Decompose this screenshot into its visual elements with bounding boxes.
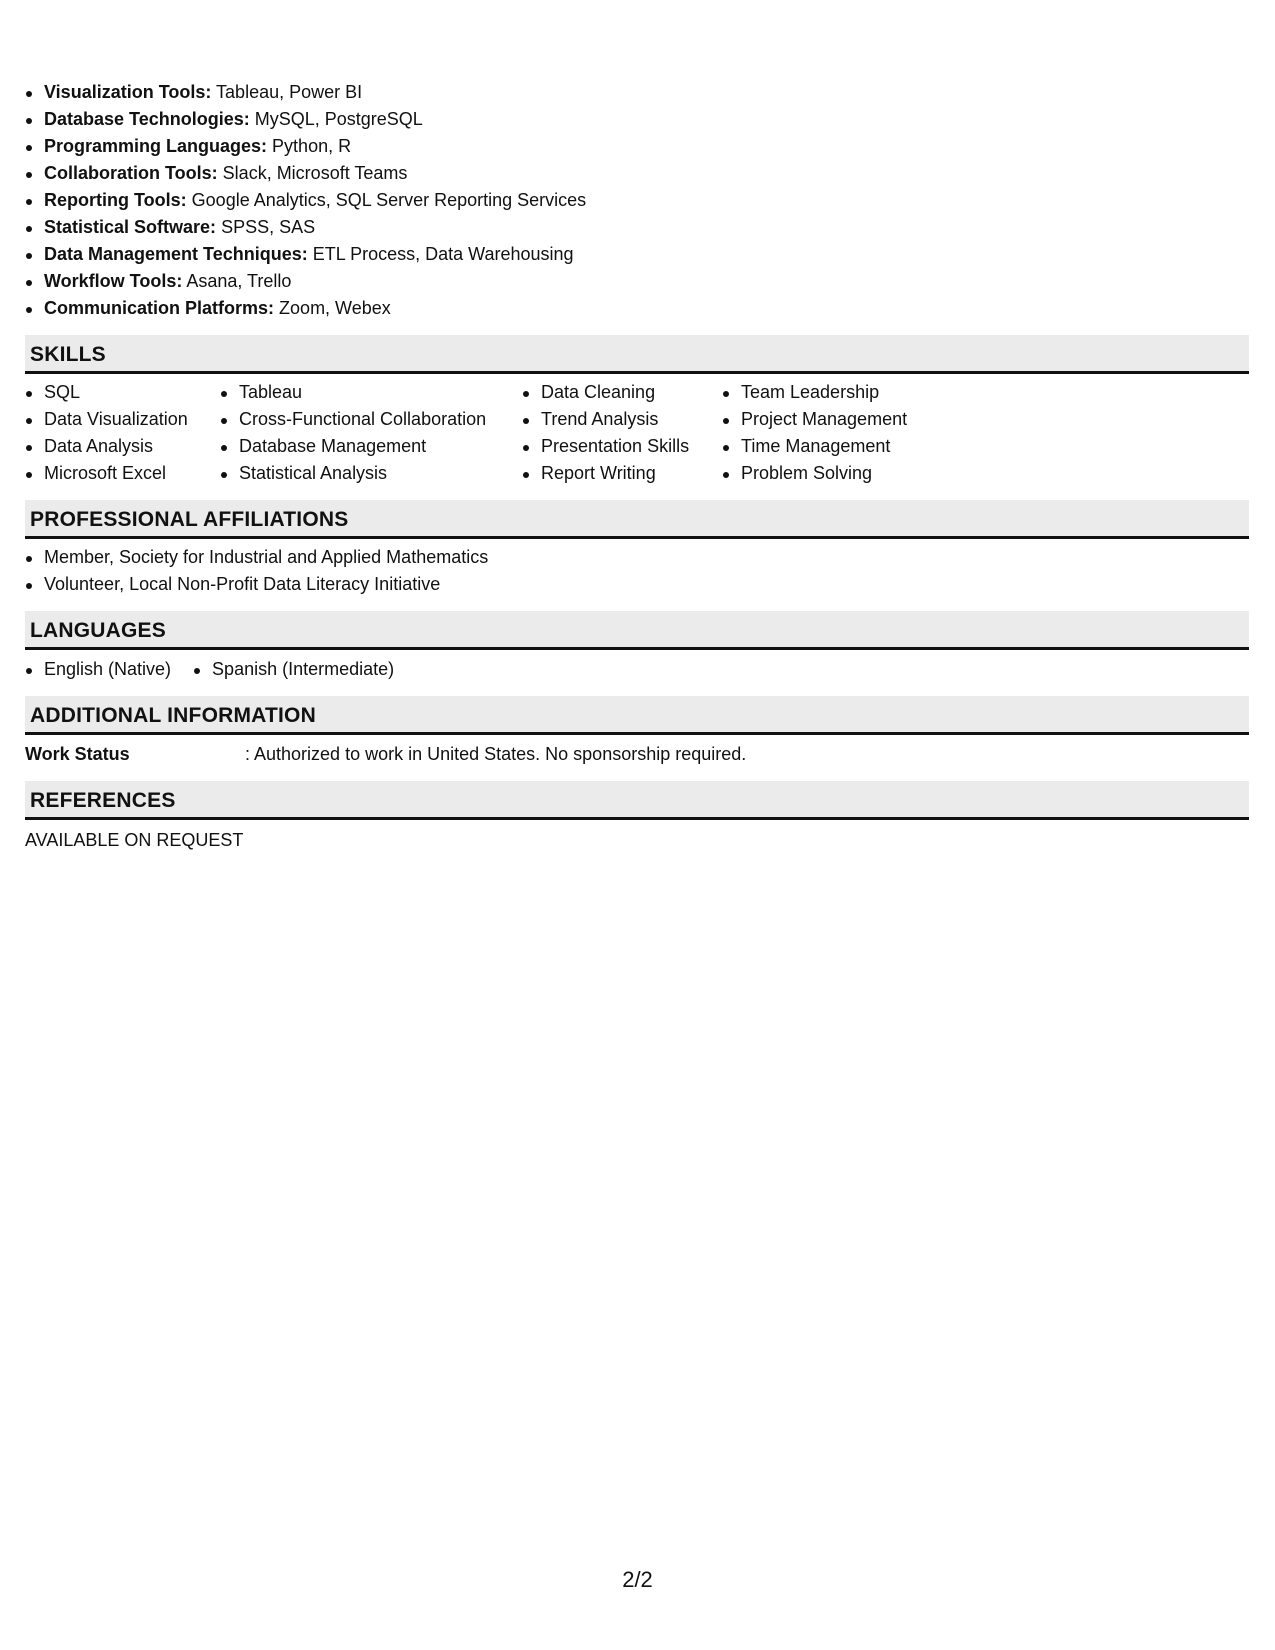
tools-item-label: Reporting Tools: [44, 190, 187, 210]
affiliations-list [25, 544, 1249, 598]
skill-item: Microsoft Excel [25, 460, 220, 487]
languages-heading: LANGUAGES [30, 618, 166, 642]
skill-item: Database Management [220, 433, 522, 460]
affiliation-item: Member, Society for Industrial and Applied Mathematics [25, 544, 1249, 571]
work-status-value: : Authorized to work in United States. No sponsorship required. [245, 744, 747, 764]
affiliations-heading: PROFESSIONAL AFFILIATIONS [30, 507, 349, 531]
tools-list [25, 79, 1249, 322]
tools-item [25, 79, 1249, 106]
tools-item [25, 160, 1249, 187]
additional-info-heading: ADDITIONAL INFORMATION [30, 703, 316, 727]
tools-item-label: Database Technologies: [44, 109, 250, 129]
tools-item-value: Asana, Trello [186, 271, 292, 291]
tools-item-value: Python, R [272, 136, 352, 156]
skills-column [25, 379, 220, 487]
tools-item [25, 214, 1249, 241]
affiliations-section-header [25, 500, 1249, 539]
skill-item: Data Analysis [25, 433, 220, 460]
skill-item: Statistical Analysis [220, 460, 522, 487]
skill-item: Cross-Functional Collaboration [220, 406, 522, 433]
tools-item-label: Collaboration Tools: [44, 163, 218, 183]
skill-item: Trend Analysis [522, 406, 722, 433]
skill-item: Data Cleaning [522, 379, 722, 406]
tools-item-value: Slack, Microsoft Teams [222, 163, 408, 183]
skills-column [522, 379, 722, 487]
work-status-label: Work Status [25, 744, 130, 764]
languages-list [25, 656, 1249, 683]
tools-item-value: Tableau, Power BI [216, 82, 363, 102]
skill-item: Presentation Skills [522, 433, 722, 460]
additional-info-section-header [25, 696, 1249, 735]
skill-item: Data Visualization [25, 406, 220, 433]
affiliation-item: Volunteer, Local Non-Profit Data Literacy Initiative [25, 571, 1249, 598]
tools-item-label: Visualization Tools: [44, 82, 212, 102]
tools-item-label: Statistical Software: [44, 217, 217, 237]
skill-item: Project Management [722, 406, 962, 433]
tools-item-value: Zoom, Webex [279, 298, 391, 318]
skills-heading: SKILLS [30, 342, 106, 366]
page-number: 2/2 [622, 1567, 653, 1592]
skills-column [220, 379, 522, 487]
tools-item [25, 106, 1249, 133]
tools-item-value: MySQL, PostgreSQL [254, 109, 423, 129]
tools-item [25, 268, 1249, 295]
skill-item: Time Management [722, 433, 962, 460]
references-section-header [25, 781, 1249, 820]
tools-item-value: Google Analytics, SQL Server Reporting Services [191, 190, 587, 210]
tools-item [25, 133, 1249, 160]
tools-item-label: Communication Platforms: [44, 298, 275, 318]
language-item: English (Native) [25, 656, 171, 683]
resume-page [25, 79, 1249, 854]
skill-item: Team Leadership [722, 379, 962, 406]
skills-column [722, 379, 962, 487]
tools-item-label: Data Management Techniques: [44, 244, 308, 264]
skill-item: Problem Solving [722, 460, 962, 487]
language-item: Spanish (Intermediate) [193, 656, 394, 683]
tools-item-label: Workflow Tools: [44, 271, 183, 291]
tools-item [25, 187, 1249, 214]
skills-section-header [25, 335, 1249, 374]
skill-item: SQL [25, 379, 220, 406]
tools-item-label: Programming Languages: [44, 136, 268, 156]
skills-grid [25, 379, 1249, 487]
tools-item-value: ETL Process, Data Warehousing [312, 244, 574, 264]
tools-item [25, 295, 1249, 322]
tools-item [25, 241, 1249, 268]
skill-item: Report Writing [522, 460, 722, 487]
skill-item: Tableau [220, 379, 522, 406]
languages-section-header [25, 611, 1249, 650]
references-heading: REFERENCES [30, 788, 176, 812]
tools-item-value: SPSS, SAS [221, 217, 316, 237]
work-status-row [25, 741, 1249, 768]
references-text: AVAILABLE ON REQUEST [25, 830, 244, 850]
